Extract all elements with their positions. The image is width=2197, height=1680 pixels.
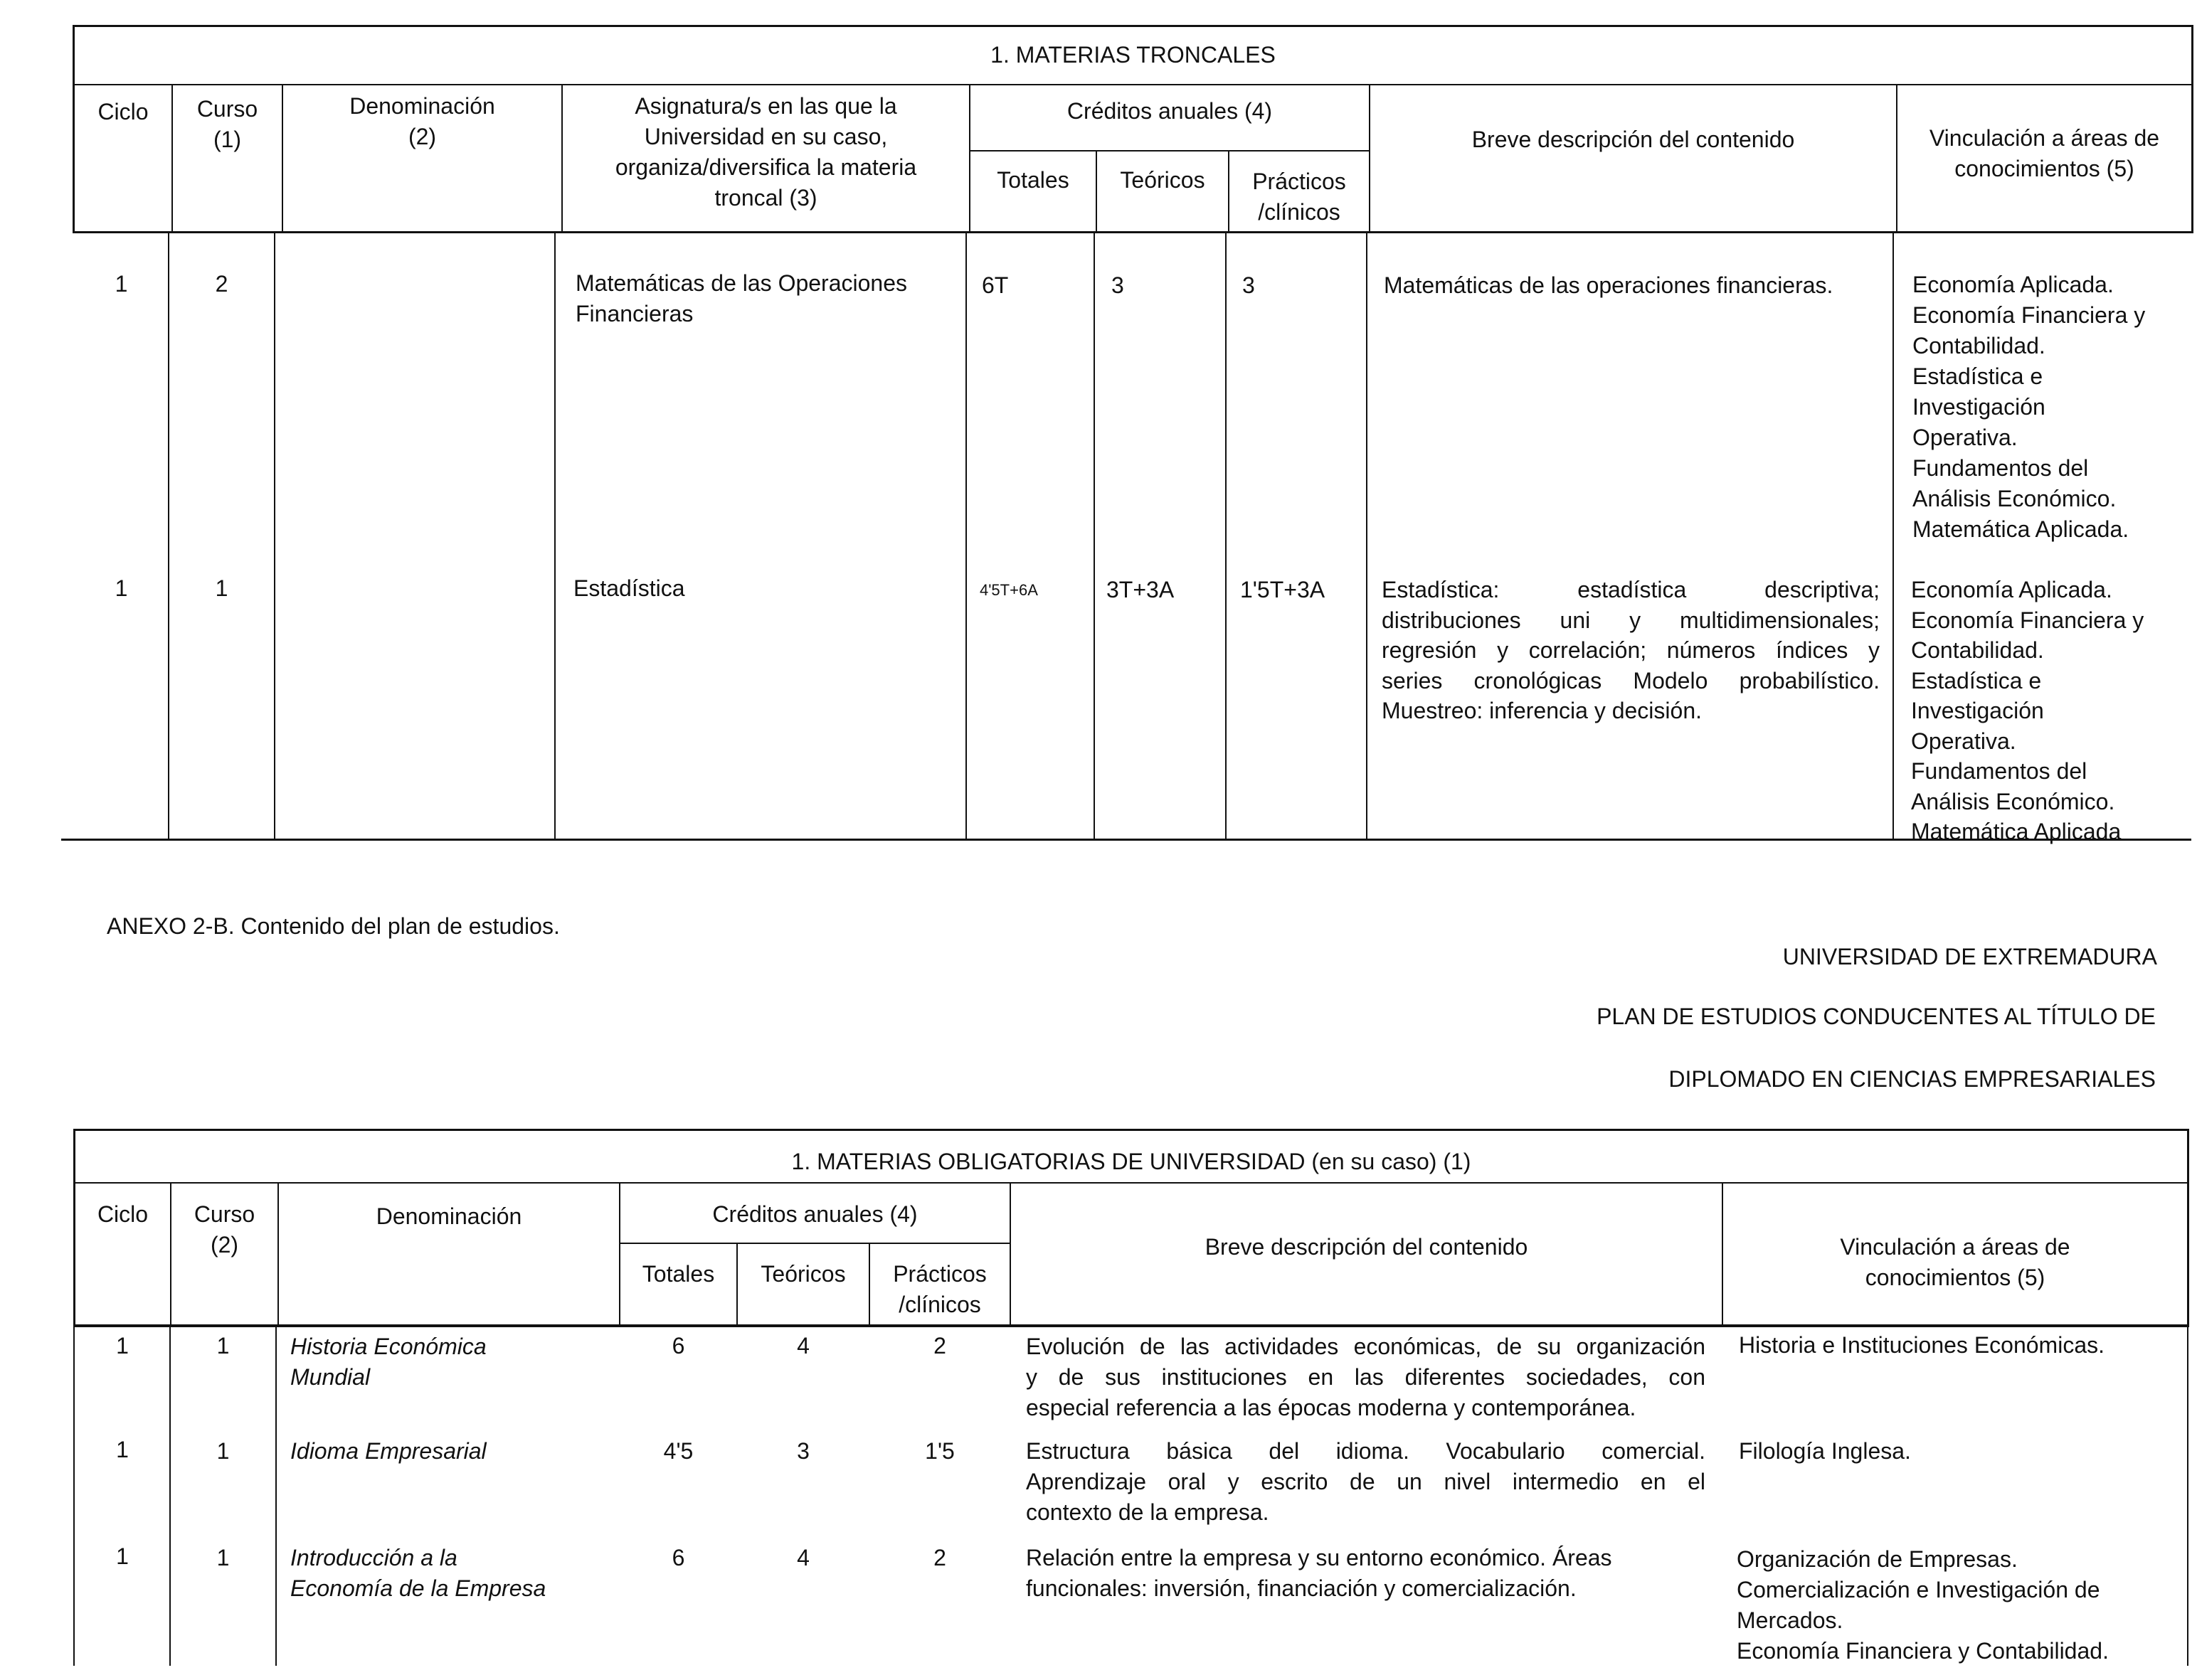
cell-curso: 1 <box>216 1545 230 1570</box>
table1-credit-subheader-divider <box>969 150 1370 151</box>
cell-vinculacion-line: Comercialización e Investigación de <box>1737 1577 2100 1602</box>
cell-ciclo: 1 <box>116 1437 129 1462</box>
cell-ciclo: 1 <box>115 271 128 297</box>
cell-teoricos: 4 <box>797 1545 810 1570</box>
cell-denominacion <box>290 1331 618 1393</box>
cell-descripcion-line: distribuciones uni y multidimensionales; <box>1382 607 1880 633</box>
cell-descripcion <box>1026 1331 1705 1423</box>
cell-vinculacion-line: Economía Aplicada. <box>1912 272 2114 297</box>
header-creditos: Créditos anuales (4) <box>712 1201 918 1227</box>
table1-col-divider <box>1225 233 1227 840</box>
table2-col-divider <box>169 1326 171 1666</box>
cell-vinculacion-line: Historia e Instituciones Económicas. <box>1739 1332 2105 1358</box>
header-curso <box>173 94 282 155</box>
cell-descripcion-line: Matemáticas de las operaciones financieras. <box>1384 272 1833 298</box>
table1-title: 1. MATERIAS TRONCALES <box>990 42 1276 68</box>
header-curso-line: Curso <box>194 1201 255 1227</box>
header-creditos: Créditos anuales (4) <box>1066 98 1273 124</box>
cell-descripcion-line: contexto de la empresa. <box>1026 1499 1269 1525</box>
cell-asignatura-line: Matemáticas de las Operaciones <box>576 270 907 296</box>
cell-descripcion-line: Estadística: estadística descriptiva; <box>1382 577 1880 602</box>
table2-credit-subheader-divider <box>619 1243 1011 1244</box>
cell-vinculacion-line: Estadística e <box>1912 363 2043 389</box>
cell-descripcion-line: Relación entre la empresa y su entorno económico. Áreas <box>1026 1545 1612 1570</box>
table1-col-divider <box>1892 233 1894 840</box>
cell-vinculacion-line: Contabilidad. <box>1911 637 2044 663</box>
cell-practicos: 1'5 <box>925 1438 955 1464</box>
cell-vinculacion-line: Matemática Aplicada. <box>1912 516 2129 542</box>
cell-vinculacion <box>1739 1436 2180 1467</box>
cell-descripcion <box>1026 1436 1705 1528</box>
header-vinculacion-line: conocimientos (5) <box>1954 156 2134 181</box>
cell-descripcion-line: y de sus instituciones en las diferentes sociedades, con <box>1026 1364 1705 1390</box>
header-descripcion: Breve descripción del contenido <box>1471 127 1795 152</box>
cell-denominacion-line: Introducción a la <box>290 1545 457 1570</box>
cell-ciclo: 1 <box>116 1543 129 1569</box>
cell-curso: 1 <box>215 575 228 601</box>
cell-vinculacion-line: Operativa. <box>1912 425 2018 450</box>
header-vinculacion-line: Vinculación a áreas de <box>1840 1234 2070 1260</box>
cell-vinculacion-line: Matemática Aplicada <box>1911 819 2122 844</box>
header-asignatura-line: organiza/diversifica la materia <box>615 154 917 180</box>
annex-caption: ANEXO 2-B. Contenido del plan de estudios. <box>107 913 560 939</box>
header-teoricos: Teóricos <box>1120 167 1205 193</box>
header-practicos-line: Prácticos <box>1252 169 1346 194</box>
header-practicos <box>1229 166 1369 228</box>
header-asignatura-line: Asignatura/s en las que la <box>635 93 897 119</box>
cell-denominacion-line: Idioma Empresarial <box>290 1438 487 1464</box>
table2-title: 1. MATERIAS OBLIGATORIAS DE UNIVERSIDAD (en su caso) (1) <box>791 1149 1471 1174</box>
cell-descripcion-line: Estructura básica del idioma. Vocabulario comercial. <box>1026 1438 1705 1464</box>
cell-vinculacion-line: Mercados. <box>1737 1607 1843 1633</box>
header-asignatura-line: Universidad en su caso, <box>644 124 888 149</box>
table1-col-divider <box>1094 233 1095 840</box>
table1-col-divider <box>1369 84 1370 233</box>
cell-vinculacion <box>1739 1330 2180 1361</box>
cell-vinculacion-line: Economía Aplicada. <box>1911 577 2112 602</box>
cell-denominacion-line: Historia Económica <box>290 1334 487 1359</box>
header-curso-line: (1) <box>213 127 242 152</box>
header-practicos-line: /clínicos <box>1258 199 1340 225</box>
cell-vinculacion-line: Análisis Económico. <box>1912 486 2117 511</box>
header-descripcion: Breve descripción del contenido <box>1205 1234 1528 1260</box>
cell-ciclo: 1 <box>116 1333 129 1359</box>
cell-totales: 4'5 <box>663 1438 694 1464</box>
cell-asignatura-line: Financieras <box>576 301 694 326</box>
table1-bottom-border <box>61 839 2191 841</box>
cell-vinculacion <box>1911 575 2188 847</box>
cell-vinculacion-line: Economía Financiera y Contabilidad. <box>1737 1638 2109 1664</box>
cell-ciclo: 1 <box>115 575 128 601</box>
cell-asignatura <box>573 573 961 604</box>
cell-teoricos: 3 <box>797 1438 810 1464</box>
table2-title-divider <box>73 1182 2189 1184</box>
cell-descripcion-line: funcionales: inversión, financiación y comercialización. <box>1026 1575 1577 1601</box>
cell-denominacion-line: Mundial <box>290 1364 371 1390</box>
table2-top-border <box>73 1129 2189 1131</box>
cell-descripcion-line: Evolución de las actividades económicas, de su organización <box>1026 1334 1705 1359</box>
cell-vinculacion-line: Fundamentos del <box>1911 758 2087 784</box>
cell-teoricos: 3T+3A <box>1106 577 1175 602</box>
cell-vinculacion-line: Filología Inglesa. <box>1739 1438 1911 1464</box>
table2-left-border <box>73 1326 75 1666</box>
cell-vinculacion-line: Análisis Económico. <box>1911 788 2115 814</box>
table2-col-divider <box>275 1326 277 1666</box>
cell-vinculacion-line: Investigación <box>1912 394 2045 420</box>
cell-descripcion <box>1384 270 1882 301</box>
cell-practicos: 3 <box>1242 272 1255 298</box>
cell-vinculacion-line: Economía Financiera y <box>1912 302 2146 328</box>
table1-top-border <box>73 25 2193 27</box>
degree-title: DIPLOMADO EN CIENCIAS EMPRESARIALES <box>1668 1066 2156 1092</box>
header-totales: Totales <box>997 167 1069 193</box>
header-denominacion-line: (2) <box>408 124 437 149</box>
cell-vinculacion-line: Operativa. <box>1911 728 2016 754</box>
header-curso-line: (2) <box>210 1232 239 1258</box>
header-denominacion-line: Denominación <box>349 93 495 119</box>
table2-header-bottom-border <box>73 1324 2189 1327</box>
cell-totales: 6 <box>672 1545 685 1570</box>
cell-asignatura-line: Estadística <box>573 575 685 601</box>
cell-curso: 1 <box>216 1438 230 1464</box>
cell-denominacion-line: Economía de la Empresa <box>290 1575 546 1601</box>
header-ciclo: Ciclo <box>97 99 149 124</box>
cell-vinculacion-line: Fundamentos del <box>1912 455 2089 481</box>
cell-descripcion <box>1026 1543 1705 1604</box>
cell-vinculacion-line: Economía Financiera y <box>1911 607 2144 633</box>
cell-vinculacion-line: Investigación <box>1911 698 2044 723</box>
cell-denominacion <box>290 1543 618 1604</box>
header-practicos-line: Prácticos <box>893 1261 987 1287</box>
table1-title-divider <box>73 84 2193 85</box>
cell-descripcion-line: Muestreo: inferencia y decisión. <box>1382 698 1702 723</box>
table1-col-divider <box>554 233 556 840</box>
header-teoricos: Teóricos <box>761 1261 846 1287</box>
cell-practicos: 2 <box>933 1545 946 1570</box>
cell-vinculacion <box>1737 1544 2185 1666</box>
header-denominacion: Denominación <box>376 1203 522 1229</box>
cell-curso: 2 <box>215 271 228 297</box>
header-asignatura-line: troncal (3) <box>714 185 817 211</box>
cell-vinculacion-line: Organización de Empresas. <box>1737 1546 2018 1572</box>
cell-practicos: 1'5T+3A <box>1240 577 1325 602</box>
header-vinculacion-line: Vinculación a áreas de <box>1929 125 2160 151</box>
cell-vinculacion <box>1912 270 2190 545</box>
header-curso-line: Curso <box>196 96 258 122</box>
cell-asignatura <box>576 268 963 329</box>
cell-vinculacion-line: Contabilidad. <box>1912 333 2045 358</box>
header-curso <box>171 1199 277 1260</box>
table1-right-border <box>2191 25 2193 233</box>
header-vinculacion-line: conocimientos (5) <box>1865 1265 2045 1290</box>
cell-totales: 6 <box>672 1333 685 1359</box>
cell-curso: 1 <box>216 1333 230 1359</box>
header-asignatura <box>563 91 969 213</box>
table1-col-divider <box>168 233 169 840</box>
cell-totales: 4'5T+6A <box>980 581 1038 599</box>
header-vinculacion <box>1897 123 2191 184</box>
university-name: UNIVERSIDAD DE EXTREMADURA <box>1782 944 2157 969</box>
cell-descripcion-line: Aprendizaje oral y escrito de un nivel intermedio en el <box>1026 1469 1705 1494</box>
cell-descripcion <box>1382 575 1880 726</box>
header-ciclo: Ciclo <box>97 1201 149 1227</box>
header-practicos <box>870 1259 1010 1320</box>
table2-right-border <box>2187 1326 2188 1666</box>
cell-teoricos: 4 <box>797 1333 810 1359</box>
table1-header-bottom-border <box>73 231 2193 233</box>
cell-descripcion-line: especial referencia a las épocas moderna y contemporánea. <box>1026 1395 1636 1420</box>
cell-descripcion-line: series cronológicas Modelo probabilístico. <box>1382 667 1880 693</box>
header-vinculacion <box>1723 1232 2187 1293</box>
cell-vinculacion-line: Estadística e <box>1911 667 2042 693</box>
header-denominacion <box>283 91 561 152</box>
table1-col-divider <box>274 233 275 840</box>
table1-col-divider <box>1366 233 1367 840</box>
cell-teoricos: 3 <box>1111 272 1124 298</box>
cell-practicos: 2 <box>933 1333 946 1359</box>
header-practicos-line: /clínicos <box>899 1292 981 1317</box>
table1-col-divider <box>965 233 967 840</box>
cell-denominacion <box>290 1436 618 1467</box>
cell-descripcion-line: regresión y correlación; números índices y <box>1382 637 1880 663</box>
table2-right-border <box>2187 1129 2189 1327</box>
header-totales: Totales <box>642 1261 715 1287</box>
plan-title: PLAN DE ESTUDIOS CONDUCENTES AL TÍTULO DE <box>1597 1004 2156 1029</box>
cell-totales: 6T <box>982 272 1009 298</box>
